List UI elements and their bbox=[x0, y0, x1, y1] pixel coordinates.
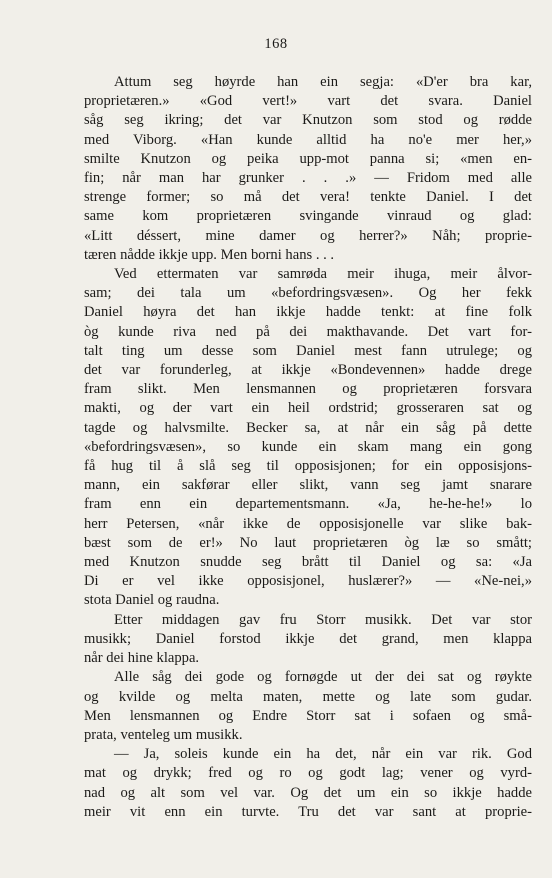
text-line: tagde og halvsmilte. Becker sa, at når ein såg på dette bbox=[84, 419, 532, 436]
text-line: Daniel høyra det han ikkje hadde tenkt: at fine folk bbox=[84, 304, 532, 321]
text-line: — Ja, soleis kunde ein ha det, når ein var rik. God bbox=[114, 746, 532, 763]
body-text bbox=[84, 73, 532, 822]
text-line: strenge former; so må det vera! tenkte Daniel. I det bbox=[84, 189, 532, 206]
text-line: fin; når man har grunker . . .» — Fridom med alle bbox=[84, 170, 532, 187]
text-line: få hug til å slå seg til opposisjonen; for ein opposisjons- bbox=[84, 458, 532, 475]
text-line: òg kunde riva ned på dei makthavande. Det vart for- bbox=[84, 323, 532, 340]
text-line: og kvilde og melta maten, mette og late som gudar. bbox=[84, 688, 532, 705]
text-line: mat og drykk; fred og ro og godt lag; vener og vyrd- bbox=[84, 765, 532, 782]
text-line: mann, ein sakførar eller slikt, vann seg jamt snarare bbox=[84, 477, 532, 494]
text-line: stota Daniel og raudna. bbox=[84, 592, 220, 609]
text-line: det var forunderleg, at ikkje «Bondevennen» hadde drege bbox=[84, 362, 532, 379]
text-line: tæren nådde ikkje upp. Men borni hans . . . bbox=[84, 246, 335, 263]
text-line: Attum seg høyrde han ein segja: «D'er bra kar, bbox=[114, 74, 532, 90]
text-line: musikk; Daniel forstod ikkje det grand, men klappa bbox=[84, 630, 532, 647]
text-line: same kom proprietæren svingande vinraud og glad: bbox=[84, 208, 532, 225]
text-line: bæst som de er!» No laut proprietæren òg læ so smått; bbox=[84, 534, 532, 551]
text-line: meir vit enn ein turvte. Tru det var sant at proprie- bbox=[84, 803, 532, 820]
paragraph bbox=[84, 73, 532, 265]
text-line: smilte Knutzon og peika upp-mot panna si; «men en- bbox=[84, 150, 532, 167]
text-line: med Knutzon snudde seg brått til Daniel og sa: «Ja bbox=[84, 554, 532, 571]
page-number: 168 bbox=[264, 36, 288, 52]
paragraph bbox=[84, 668, 532, 745]
text-line: talt ting um desse som Daniel mest fann utrulege; og bbox=[84, 342, 532, 359]
text-line: «befordringsvæsen», so kunde ein skam mang ein gong bbox=[84, 438, 532, 455]
text-line: Di er vel ikke opposisjonel, huslærer?» — «Ne-nei,» bbox=[84, 573, 532, 590]
text-line: «Litt déssert, mine damer og herrer?» Nåh; proprie- bbox=[84, 227, 532, 244]
text-line: såg seg ikring; det var Knutzon som stod og rødde bbox=[84, 112, 532, 129]
text-line: fram enn ein departementsmann. «Ja, he-he-he!» lo bbox=[84, 496, 532, 513]
paragraph bbox=[84, 611, 532, 669]
text-line: prata, venteleg um musikk. bbox=[84, 726, 243, 743]
text-line: makti, og der vart ein heil ordstrid; grosseraren sat og bbox=[84, 400, 532, 417]
text-line: Etter middagen gav fru Storr musikk. Det var stor bbox=[114, 611, 532, 628]
text-line: Ved ettermaten var samrøda meir ihuga, meir ålvor- bbox=[114, 266, 532, 283]
paragraph bbox=[84, 265, 532, 611]
paragraph bbox=[84, 745, 532, 822]
text-line: fram slikt. Men lensmannen og proprietæren forsvara bbox=[84, 381, 532, 398]
text-line: herr Petersen, «når ikke de opposisjonelle var slike bak- bbox=[84, 515, 532, 532]
text-line: når dei hine klappa. bbox=[84, 650, 200, 667]
text-line: Men lensmannen og Endre Storr sat i sofaen og små- bbox=[84, 707, 532, 724]
text-line: sam; dei tala um «befordringsvæsen». Og her fekk bbox=[84, 285, 532, 302]
text-line: nad og alt som vel var. Og det um ein so ikkje hadde bbox=[84, 784, 532, 801]
text-line: Alle såg dei gode og fornøgde ut der dei sat og røykte bbox=[114, 669, 532, 686]
text-line: proprietæren.» «God vert!» vart det svara. Daniel bbox=[84, 93, 532, 110]
text-line: med Viborg. «Han kunde alltid ha no'e mer her,» bbox=[84, 131, 532, 148]
